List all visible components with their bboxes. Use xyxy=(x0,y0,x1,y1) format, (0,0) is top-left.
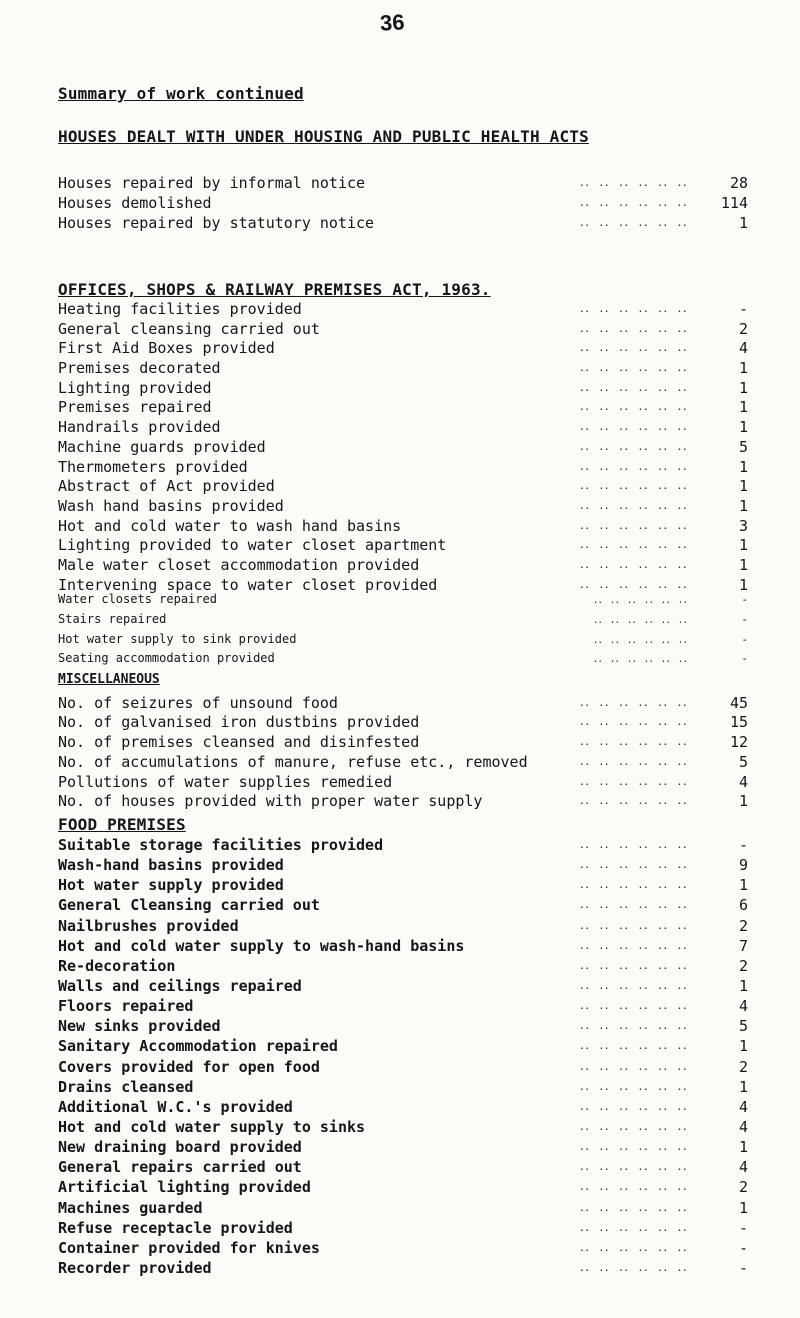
item-label: Water closets repaired xyxy=(58,592,217,607)
leader-dots: ․․ ․․ ․․ ․․ ․․ ․․ xyxy=(593,632,688,646)
item-value: 4 xyxy=(738,339,748,358)
leader-dots: ․․ ․․ ․․ ․․ ․․ ․․ xyxy=(579,175,688,190)
leader-dots: ․․ ․․ ․․ ․․ ․․ ․․ xyxy=(579,1058,688,1074)
item-label: Refuse receptacle provided xyxy=(58,1218,293,1237)
item-label: General Cleansing carried out xyxy=(58,896,320,915)
list-item xyxy=(58,614,748,634)
list-item xyxy=(58,712,748,732)
list-item xyxy=(58,437,748,457)
item-label: Sanitary Accommodation repaired xyxy=(58,1037,338,1056)
offices-heading: OFFICES, SHOPS & RAILWAY PREMISES ACT, 1963. xyxy=(58,280,491,299)
item-label: No. of premises cleansed and disinfested xyxy=(58,733,420,752)
item-label: Hot water supply provided xyxy=(58,876,284,895)
item-label: New sinks provided xyxy=(58,1017,221,1036)
leader-dots: ․․ ․․ ․․ ․․ ․․ ․․ xyxy=(579,1098,688,1114)
item-label: No. of seizures of unsound food xyxy=(58,693,338,712)
item-value: - xyxy=(738,300,748,318)
leader-dots: ․․ ․․ ․․ ․․ ․․ ․․ xyxy=(579,1219,688,1235)
leader-dots: ․․ ․․ ․․ ․․ ․․ ․․ xyxy=(579,714,688,730)
list-item xyxy=(58,855,748,875)
leader-dots: ․․ ․․ ․․ ․․ ․․ ․․ xyxy=(579,877,688,893)
list-item xyxy=(58,417,748,437)
leader-dots: ․․ ․․ ․․ ․․ ․․ ․․ xyxy=(579,977,688,993)
item-label: Drains cleansed xyxy=(58,1077,194,1096)
summary-heading: Summary of work continued xyxy=(58,84,304,103)
item-label: Houses repaired by statutory notice xyxy=(58,214,375,233)
item-label: Premises decorated xyxy=(58,359,221,378)
leader-dots: ․․ ․․ ․․ ․․ ․․ ․․ xyxy=(579,1179,688,1195)
list-item xyxy=(58,193,748,213)
leader-dots: ․․ ․․ ․․ ․․ ․․ ․․ xyxy=(593,613,688,626)
item-value: 12 xyxy=(729,733,748,752)
list-item xyxy=(58,956,748,976)
item-label: Re-decoration xyxy=(58,956,176,975)
item-value: 1 xyxy=(738,378,748,397)
leader-dots: ․․ ․․ ․․ ․․ ․․ ․․ xyxy=(579,340,688,356)
leader-dots: ․․ ․․ ․․ ․․ ․․ ․․ xyxy=(579,753,688,769)
list-item xyxy=(58,916,748,936)
item-value: 2 xyxy=(738,916,748,935)
item-label: Houses demolished xyxy=(58,194,212,213)
item-value: 1 xyxy=(738,1077,748,1096)
list-item xyxy=(58,752,748,772)
item-value: 2 xyxy=(738,956,748,975)
item-value: - xyxy=(741,632,748,646)
item-value: 4 xyxy=(738,997,748,1016)
item-label: Container provided for knives xyxy=(58,1238,320,1257)
list-item xyxy=(58,496,748,516)
item-value: - xyxy=(741,593,748,607)
item-value: - xyxy=(738,1218,748,1237)
item-label: Hot and cold water to wash hand basins xyxy=(58,516,402,535)
item-value: - xyxy=(738,836,748,854)
leader-dots: ․․ ․․ ․․ ․․ ․․ ․․ xyxy=(579,957,688,973)
item-value: 1 xyxy=(738,359,748,378)
leader-dots: ․․ ․․ ․․ ․․ ․․ ․․ xyxy=(579,379,688,395)
list-item xyxy=(58,1016,748,1036)
list-item xyxy=(58,976,748,996)
list-item xyxy=(58,338,748,358)
item-value: 1 xyxy=(738,398,748,417)
leader-dots: ․․ ․․ ․․ ․․ ․․ ․․ xyxy=(579,937,688,953)
leader-dots: ․․ ․․ ․․ ․․ ․․ ․․ xyxy=(579,360,688,376)
item-value: 2 xyxy=(738,319,748,338)
item-label: Houses repaired by informal notice xyxy=(58,174,366,192)
item-value: 5 xyxy=(738,437,748,456)
item-label: Abstract of Act provided xyxy=(58,477,275,496)
item-value: - xyxy=(741,613,748,626)
item-label: Hot and cold water supply to wash-hand basins xyxy=(58,936,465,955)
leader-dots: ․․ ․․ ․․ ․․ ․․ ․․ xyxy=(579,215,688,231)
item-label: Premises repaired xyxy=(58,398,212,417)
item-value: 1 xyxy=(738,1138,748,1157)
item-value: 7 xyxy=(738,936,748,955)
item-value: 114 xyxy=(720,194,748,213)
item-label: Wash-hand basins provided xyxy=(58,856,284,875)
list-item xyxy=(58,476,748,496)
list-item xyxy=(58,835,748,855)
list-item xyxy=(58,358,748,378)
item-value: 5 xyxy=(738,1017,748,1036)
item-value: 1 xyxy=(738,477,748,496)
list-item xyxy=(58,895,748,915)
item-value: 4 xyxy=(738,1158,748,1177)
leader-dots: ․․ ․․ ․․ ․․ ․․ ․․ xyxy=(579,1139,688,1155)
leader-dots: ․․ ․․ ․․ ․․ ․․ ․․ xyxy=(579,1239,688,1255)
offices-list xyxy=(58,299,748,811)
item-label: New draining board provided xyxy=(58,1138,302,1157)
leader-dots: ․․ ․․ ․․ ․․ ․․ ․․ xyxy=(579,556,688,572)
list-item xyxy=(58,772,748,792)
leader-dots: ․․ ․․ ․․ ․․ ․․ ․․ xyxy=(579,1199,688,1215)
item-label: Floors repaired xyxy=(58,997,194,1016)
item-value: 1 xyxy=(738,876,748,895)
item-value: 1 xyxy=(738,976,748,995)
leader-dots: ․․ ․․ ․․ ․․ ․․ ․․ xyxy=(579,497,688,513)
item-label: No. of accumulations of manure, refuse etc., removed xyxy=(58,752,528,771)
list-item xyxy=(58,732,748,752)
item-value: 6 xyxy=(738,896,748,915)
leader-dots: ․․ ․․ ․․ ․․ ․․ ․․ xyxy=(579,1259,688,1275)
item-label: General repairs carried out xyxy=(58,1158,302,1177)
item-label: Recorder provided xyxy=(58,1258,212,1277)
leader-dots: ․․ ․․ ․․ ․․ ․․ ․․ xyxy=(593,593,688,607)
item-value: 15 xyxy=(729,713,748,732)
item-value: 45 xyxy=(729,693,748,712)
leader-dots: ․․ ․․ ․․ ․․ ․․ ․․ xyxy=(579,694,688,710)
item-label: Artificial lighting provided xyxy=(58,1178,311,1197)
food-list xyxy=(58,835,748,1278)
item-value: 1 xyxy=(738,1037,748,1056)
item-value: 1 xyxy=(738,555,748,574)
misc-heading: MISCELLANEOUS xyxy=(58,672,160,688)
list-item xyxy=(58,516,748,536)
list-item xyxy=(58,378,748,398)
leader-dots: ․․ ․․ ․․ ․․ ․․ ․․ xyxy=(579,734,688,750)
item-label: No. of houses provided with proper water supply xyxy=(58,792,483,811)
list-item xyxy=(58,791,748,811)
leader-dots: ․․ ․․ ․․ ․․ ․․ ․․ xyxy=(579,1159,688,1175)
item-label: Nailbrushes provided xyxy=(58,916,239,935)
item-value: 1 xyxy=(738,214,748,233)
leader-dots: ․․ ․․ ․․ ․․ ․․ ․․ xyxy=(579,1038,688,1054)
leader-dots: ․․ ․․ ․․ ․․ ․․ ․․ xyxy=(579,301,688,316)
item-value: 1 xyxy=(738,496,748,515)
item-label: Lighting provided to water closet apartment xyxy=(58,536,447,555)
list-item xyxy=(58,1057,748,1077)
leader-dots: ․․ ․․ ․․ ․․ ․․ ․․ xyxy=(579,773,688,789)
item-value: 28 xyxy=(729,174,748,192)
list-item xyxy=(58,1157,748,1177)
leader-dots: ․․ ․․ ․․ ․․ ․․ ․․ xyxy=(579,837,688,852)
list-item xyxy=(58,1218,748,1238)
list-item xyxy=(58,1198,748,1218)
leader-dots: ․․ ․․ ․․ ․․ ․․ ․․ xyxy=(579,419,688,435)
leader-dots: ․․ ․․ ․․ ․․ ․․ ․․ xyxy=(579,1118,688,1134)
item-label: Hot and cold water supply to sinks xyxy=(58,1117,366,1136)
leader-dots: ․․ ․․ ․․ ․․ ․․ ․․ xyxy=(579,897,688,913)
item-value: 5 xyxy=(738,752,748,771)
item-value: 4 xyxy=(738,1097,748,1116)
leader-dots: ․․ ․․ ․․ ․․ ․․ ․․ xyxy=(579,1078,688,1094)
food-heading: FOOD PREMISES xyxy=(58,815,186,834)
item-label: Pollutions of water supplies remedied xyxy=(58,772,393,791)
item-value: 1 xyxy=(738,575,748,594)
list-item xyxy=(58,1097,748,1117)
item-value: 1 xyxy=(738,536,748,555)
houses-heading: HOUSES DEALT WITH UNDER HOUSING AND PUBLIC HEALTH ACTS xyxy=(58,127,589,146)
item-value: 2 xyxy=(738,1178,748,1197)
item-label: Intervening space to water closet provided xyxy=(58,575,438,594)
list-item xyxy=(58,1177,748,1197)
leader-dots: ․․ ․․ ․․ ․․ ․․ ․․ xyxy=(579,399,688,415)
list-item xyxy=(58,457,748,477)
item-label: Covers provided for open food xyxy=(58,1057,320,1076)
item-value: 1 xyxy=(738,792,748,811)
list-item xyxy=(58,173,748,193)
item-value: - xyxy=(741,652,748,666)
leader-dots: ․․ ․․ ․․ ․․ ․․ ․․ xyxy=(579,576,688,592)
item-value: - xyxy=(738,1258,748,1277)
list-item xyxy=(58,397,748,417)
item-value: 1 xyxy=(738,1198,748,1217)
houses-list xyxy=(58,173,748,233)
leader-dots: ․․ ․․ ․․ ․․ ․․ ․․ xyxy=(579,793,688,809)
item-value: - xyxy=(738,1238,748,1257)
item-label: Wash hand basins provided xyxy=(58,496,284,515)
leader-dots: ․․ ․․ ․․ ․․ ․․ ․․ xyxy=(579,478,688,494)
list-item xyxy=(58,213,748,233)
leader-dots: ․․ ․․ ․․ ․․ ․․ ․․ xyxy=(579,537,688,553)
item-value: 2 xyxy=(738,1057,748,1076)
list-item xyxy=(58,535,748,555)
item-label: Heating facilities provided xyxy=(58,300,302,318)
leader-dots: ․․ ․․ ․․ ․․ ․․ ․․ xyxy=(579,320,688,336)
item-label: Machines guarded xyxy=(58,1198,203,1217)
list-item xyxy=(58,693,748,713)
leader-dots: ․․ ․․ ․․ ․․ ․․ ․․ xyxy=(579,458,688,474)
list-item xyxy=(58,1238,748,1258)
list-item xyxy=(58,875,748,895)
item-value: 1 xyxy=(738,457,748,476)
leader-dots: ․․ ․․ ․․ ․․ ․․ ․․ xyxy=(579,998,688,1014)
item-label: Machine guards provided xyxy=(58,437,266,456)
item-label: Thermometers provided xyxy=(58,457,248,476)
item-label: Male water closet accommodation provided xyxy=(58,555,420,574)
leader-dots: ․․ ․․ ․․ ․․ ․․ ․․ xyxy=(579,1018,688,1034)
item-label: Hot water supply to sink provided xyxy=(58,631,297,646)
leader-dots: ․․ ․․ ․․ ․․ ․․ ․․ xyxy=(579,438,688,454)
list-item xyxy=(58,1036,748,1056)
item-label: Additional W.C.'s provided xyxy=(58,1097,293,1116)
leader-dots: ․․ ․․ ․․ ․․ ․․ ․․ xyxy=(579,857,688,873)
item-label: Lighting provided xyxy=(58,378,212,397)
leader-dots: ․․ ․․ ․․ ․․ ․․ ․․ xyxy=(593,652,688,666)
item-value: 4 xyxy=(738,772,748,791)
leader-dots: ․․ ․․ ․․ ․․ ․․ ․․ xyxy=(579,517,688,533)
list-item xyxy=(58,653,748,673)
leader-dots: ․․ ․․ ․․ ․․ ․․ ․․ xyxy=(579,195,688,211)
item-label: Stairs repaired xyxy=(58,612,167,626)
item-label: Suitable storage facilities provided xyxy=(58,836,384,854)
item-value: 3 xyxy=(738,516,748,535)
list-item xyxy=(58,936,748,956)
item-label: General cleansing carried out xyxy=(58,319,320,338)
list-item xyxy=(58,1137,748,1157)
list-item xyxy=(58,299,748,319)
list-item xyxy=(58,1258,748,1278)
item-label: Handrails provided xyxy=(58,418,221,437)
item-label: Walls and ceilings repaired xyxy=(58,976,302,995)
list-item xyxy=(58,1077,748,1097)
item-value: 1 xyxy=(738,418,748,437)
list-item xyxy=(58,555,748,575)
item-label: Seating accommodation provided xyxy=(58,651,275,666)
list-item xyxy=(58,1117,748,1137)
list-item xyxy=(58,996,748,1016)
leader-dots: ․․ ․․ ․․ ․․ ․․ ․․ xyxy=(579,917,688,933)
item-value: 9 xyxy=(738,856,748,875)
list-item xyxy=(58,319,748,339)
item-label: No. of galvanised iron dustbins provided xyxy=(58,713,420,732)
page-number: 36 xyxy=(379,9,406,36)
item-label: First Aid Boxes provided xyxy=(58,339,275,358)
item-value: 4 xyxy=(738,1117,748,1136)
